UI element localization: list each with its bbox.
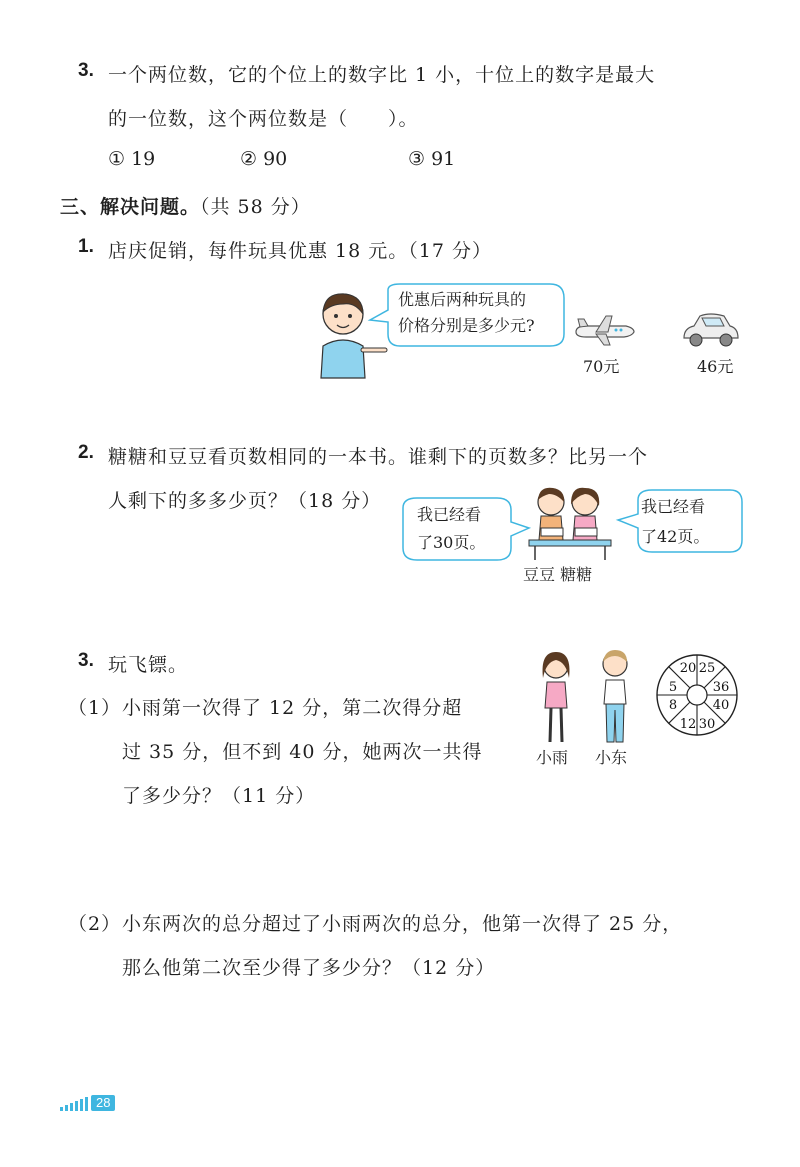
- left-bubble-line2: 了30页。: [417, 533, 486, 552]
- sub-question-1-line2: 过 35 分，但不到 40 分，她两次一共得: [122, 741, 483, 763]
- section-score: （共 58 分）: [200, 196, 311, 218]
- board-score: 20: [679, 661, 697, 676]
- board-score: 36: [712, 680, 730, 695]
- sub-question-2-label: （2）: [68, 913, 122, 935]
- sub-question-1-line3: 了多少分？（11 分）: [122, 785, 316, 807]
- problem-3-number: 3.: [78, 650, 94, 671]
- problem-3-title: 玩飞镖。: [108, 654, 189, 676]
- board-score: 40: [712, 698, 730, 713]
- girl-name: 小雨: [536, 748, 569, 767]
- sub-question-2-line1: 小东两次的总分超过了小雨两次的总分，他第一次得了 25 分，: [122, 913, 683, 935]
- board-score: 30: [698, 717, 716, 732]
- problem-2-line1: 糖糖和豆豆看页数相同的一本书。谁剩下的页数多？比另一个: [108, 446, 649, 468]
- board-score: 8: [668, 698, 678, 713]
- bubble-line-2: 价格分别是多少元?: [398, 316, 535, 335]
- option-3: ③ 91: [408, 148, 456, 170]
- left-bubble-line1: 我已经看: [417, 505, 482, 524]
- option-1: ① 19: [108, 148, 156, 170]
- plane-icon: [572, 312, 638, 348]
- question-text-line2: 的一位数，这个两位数是（ ）。: [108, 108, 419, 130]
- problem-1-text: 店庆促销，每件玩具优惠 18 元。（17 分）: [108, 240, 492, 262]
- page-number-bars-icon: [58, 1094, 92, 1112]
- page-number: 28: [91, 1095, 115, 1111]
- board-score: 5: [668, 680, 678, 695]
- girl-illustration: [534, 648, 578, 748]
- sub-question-1-line1: 小雨第一次得了 12 分，第二次得分超: [122, 697, 463, 719]
- sub-question-2-line2: 那么他第二次至少得了多少分？（12 分）: [122, 957, 496, 979]
- car-icon: [680, 310, 740, 350]
- boy-standing-illustration: [593, 646, 637, 748]
- question-text-line1: 一个两位数，它的个位上的数字比 1 小，十位上的数字是最大: [108, 64, 656, 86]
- dartboard: [654, 652, 740, 738]
- car-price: 46元: [697, 357, 734, 376]
- board-score: 25: [698, 661, 716, 676]
- sub-question-1-label: （1）: [68, 697, 122, 719]
- question-number: 3.: [78, 60, 94, 81]
- problem-2-number: 2.: [78, 442, 94, 463]
- bubble-line-1: 优惠后两种玩具的: [398, 290, 527, 309]
- kids-reading-illustration: [525, 484, 615, 564]
- option-2: ② 90: [240, 148, 288, 170]
- boy-name: 小东: [595, 748, 628, 767]
- right-bubble-line2: 了42页。: [641, 527, 710, 546]
- board-score: 12: [679, 717, 697, 732]
- dartboard-center: [687, 685, 707, 705]
- section-title: [60, 192, 311, 219]
- plane-price: 70元: [583, 357, 620, 376]
- kid-names: 豆豆 糖糖: [523, 565, 593, 584]
- problem-2-line2: 人剩下的多多少页？（18 分）: [108, 490, 382, 512]
- right-bubble-line1: 我已经看: [641, 497, 706, 516]
- problem-1-number: 1.: [78, 236, 94, 257]
- section-title-text: 三、解决问题。: [60, 196, 201, 218]
